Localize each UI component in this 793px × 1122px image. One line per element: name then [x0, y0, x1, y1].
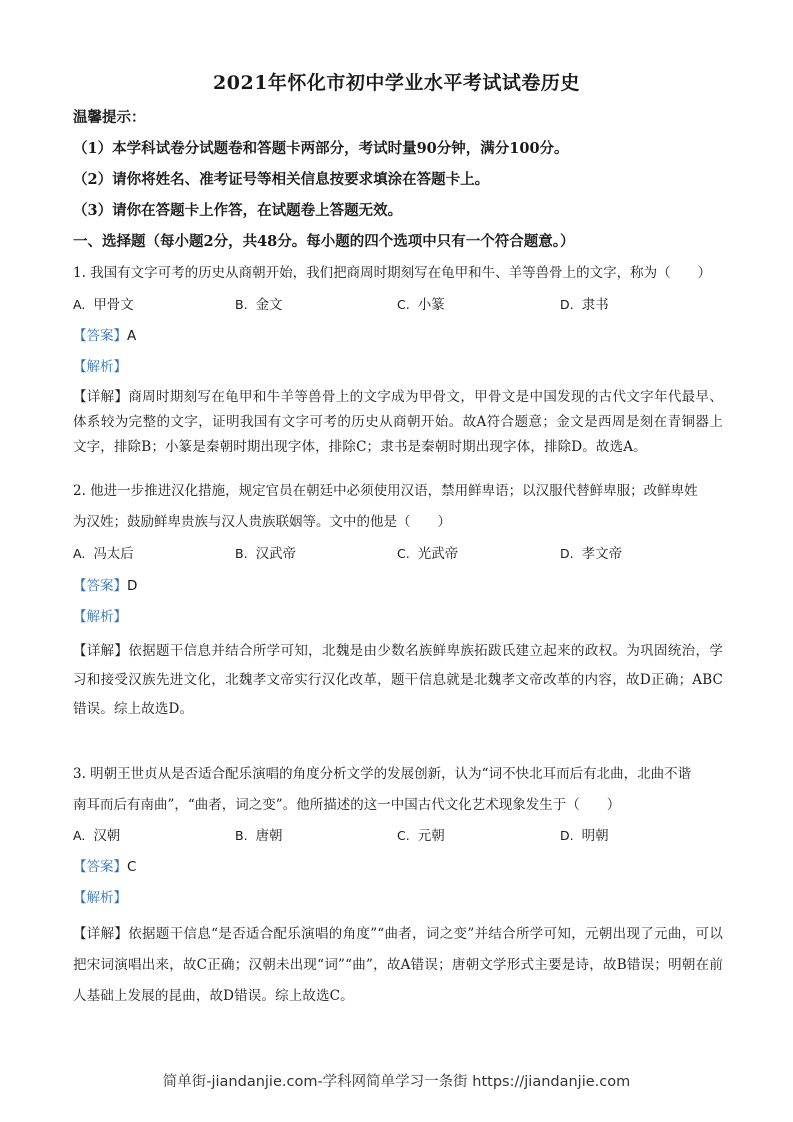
- option-letter: A.: [73, 297, 86, 312]
- option-text: 明朝: [581, 828, 609, 844]
- question-2-answer: [73, 576, 733, 596]
- question-2-option-c: [397, 544, 458, 564]
- question-3-stem-line-2: 南耳而后有南曲”，“曲者，词之变”。他所描述的这一中国古代文化艺术现象发生于（ ）: [73, 797, 621, 813]
- question-3-stem-line-1: 3. 明朝王世贞从是否适合配乐演唱的角度分析文学的发展创新，认为“词不快北耳而后有北曲，北曲不谐: [73, 766, 692, 782]
- answer-value: C: [127, 859, 137, 875]
- question-1-analysis-tag: 【解析】: [73, 359, 127, 375]
- option-letter: C.: [397, 297, 410, 312]
- option-text: 小篆: [417, 297, 445, 313]
- question-2-option-b: [235, 544, 296, 564]
- option-letter: B.: [235, 828, 248, 843]
- question-3-analysis-tag: 【解析】: [73, 890, 127, 906]
- option-text: 冯太后: [93, 546, 134, 562]
- question-3-option-d: [560, 826, 609, 846]
- question-2-analysis-tag: 【解析】: [73, 609, 127, 625]
- tips-heading: 温馨提示：: [73, 109, 146, 126]
- answer-value: D: [127, 578, 138, 594]
- question-2-detail: 【详解】依据题干信息并结合所学可知，北魏是由少数名族鲜卑族拓跋氏建立起来的政权。为巩固统治，学习和接受汉族先进文化，北魏孝文帝实行汉化改革，题干信息就是北魏孝文帝改革的内容，故D正确；ABC错误。综上故选D。: [73, 643, 723, 717]
- tip-item-1: （1）本学科试卷分试题卷和答题卡两部分，考试时量90分钟，满分100分。: [73, 140, 569, 157]
- tip-item-2: （2）请你将姓名、准考证号等相关信息按要求填涂在答题卡上。: [73, 171, 490, 188]
- question-3-option-b: [235, 826, 283, 846]
- question-2-option-a: [73, 544, 134, 564]
- question-1-option-a: [73, 295, 134, 315]
- question-3-detail: 【详解】依据题干信息“是否适合配乐演唱的角度”“曲者，词之变”并结合所学可知，元朝出现了元曲，可以把宋词演唱出来，故C正确；汉朝未出现“词”“曲”，故A错误；唐朝文学形式主要是诗，故B错误；明朝在前人基础上发展的昆曲，故D错误。综上故选C。: [73, 926, 723, 1004]
- question-1-detail: 【详解】商周时期刻写在龟甲和牛羊等兽骨上的文字成为甲骨文，甲骨文是中国发现的古代文字年代最早、体系较为完整的文字，证明我国有文字可考的历史从商朝开始。故A符合题意；金文是西周是刻在青铜器上文字，排除B；小篆是秦朝时期出现字体，排除C；隶书是秦朝时期出现字体，排除D。故选A。: [73, 389, 723, 455]
- question-2-stem-line-1: 2. 他进一步推进汉化措施，规定官员在朝廷中必须使用汉语，禁用鲜卑语；以汉服代替鲜卑服；改鲜卑姓: [73, 483, 698, 499]
- option-letter: D.: [560, 297, 574, 312]
- option-letter: B.: [235, 297, 248, 312]
- question-3-option-c: [397, 826, 445, 846]
- option-text: 甲骨文: [93, 297, 134, 313]
- answer-tag: 【答案】: [73, 578, 127, 594]
- option-text: 金文: [255, 297, 283, 313]
- option-text: 汉武帝: [255, 546, 297, 562]
- answer-value: A: [127, 328, 137, 344]
- question-3-option-a: [73, 826, 120, 846]
- option-text: 孝文帝: [581, 546, 623, 562]
- section-heading: 一、选择题（每小题2分，共48分。每小题的四个选项中只有一个符合题意。）: [73, 233, 575, 250]
- question-1-option-c: [397, 295, 445, 315]
- question-2-stem-line-2: 为汉姓；鼓励鲜卑贵族与汉人贵族联姻等。文中的他是（ ）: [73, 514, 451, 530]
- option-letter: D.: [560, 546, 574, 561]
- option-letter: A.: [73, 828, 86, 843]
- option-text: 光武帝: [417, 546, 459, 562]
- option-letter: C.: [397, 828, 410, 843]
- option-text: 隶书: [581, 297, 609, 313]
- question-1-answer: [73, 326, 733, 346]
- tip-item-3: （3）请你在答题卡上作答，在试题卷上答题无效。: [73, 202, 403, 219]
- footer-watermark: 简单街-jiandanjie.com-学科网简单学习一条街 https://jiandanjie.com: [162, 1074, 631, 1090]
- option-letter: C.: [397, 546, 410, 561]
- question-1-option-b: [235, 295, 283, 315]
- question-2-option-d: [560, 544, 622, 564]
- question-3-answer: [73, 857, 733, 877]
- option-letter: B.: [235, 546, 248, 561]
- question-1-option-d: [560, 295, 609, 315]
- option-letter: A.: [73, 546, 86, 561]
- answer-tag: 【答案】: [73, 859, 127, 875]
- page-title: 2021年怀化市初中学业水平考试试卷历史: [213, 72, 580, 94]
- answer-tag: 【答案】: [73, 328, 127, 344]
- option-text: 元朝: [417, 828, 445, 844]
- option-text: 唐朝: [255, 828, 283, 844]
- option-text: 汉朝: [93, 828, 121, 844]
- option-letter: D.: [560, 828, 574, 843]
- question-1-stem: 1. 我国有文字可考的历史从商朝开始，我们把商周时期刻写在龟甲和牛、羊等兽骨上的文字，称为（ ）: [73, 265, 712, 281]
